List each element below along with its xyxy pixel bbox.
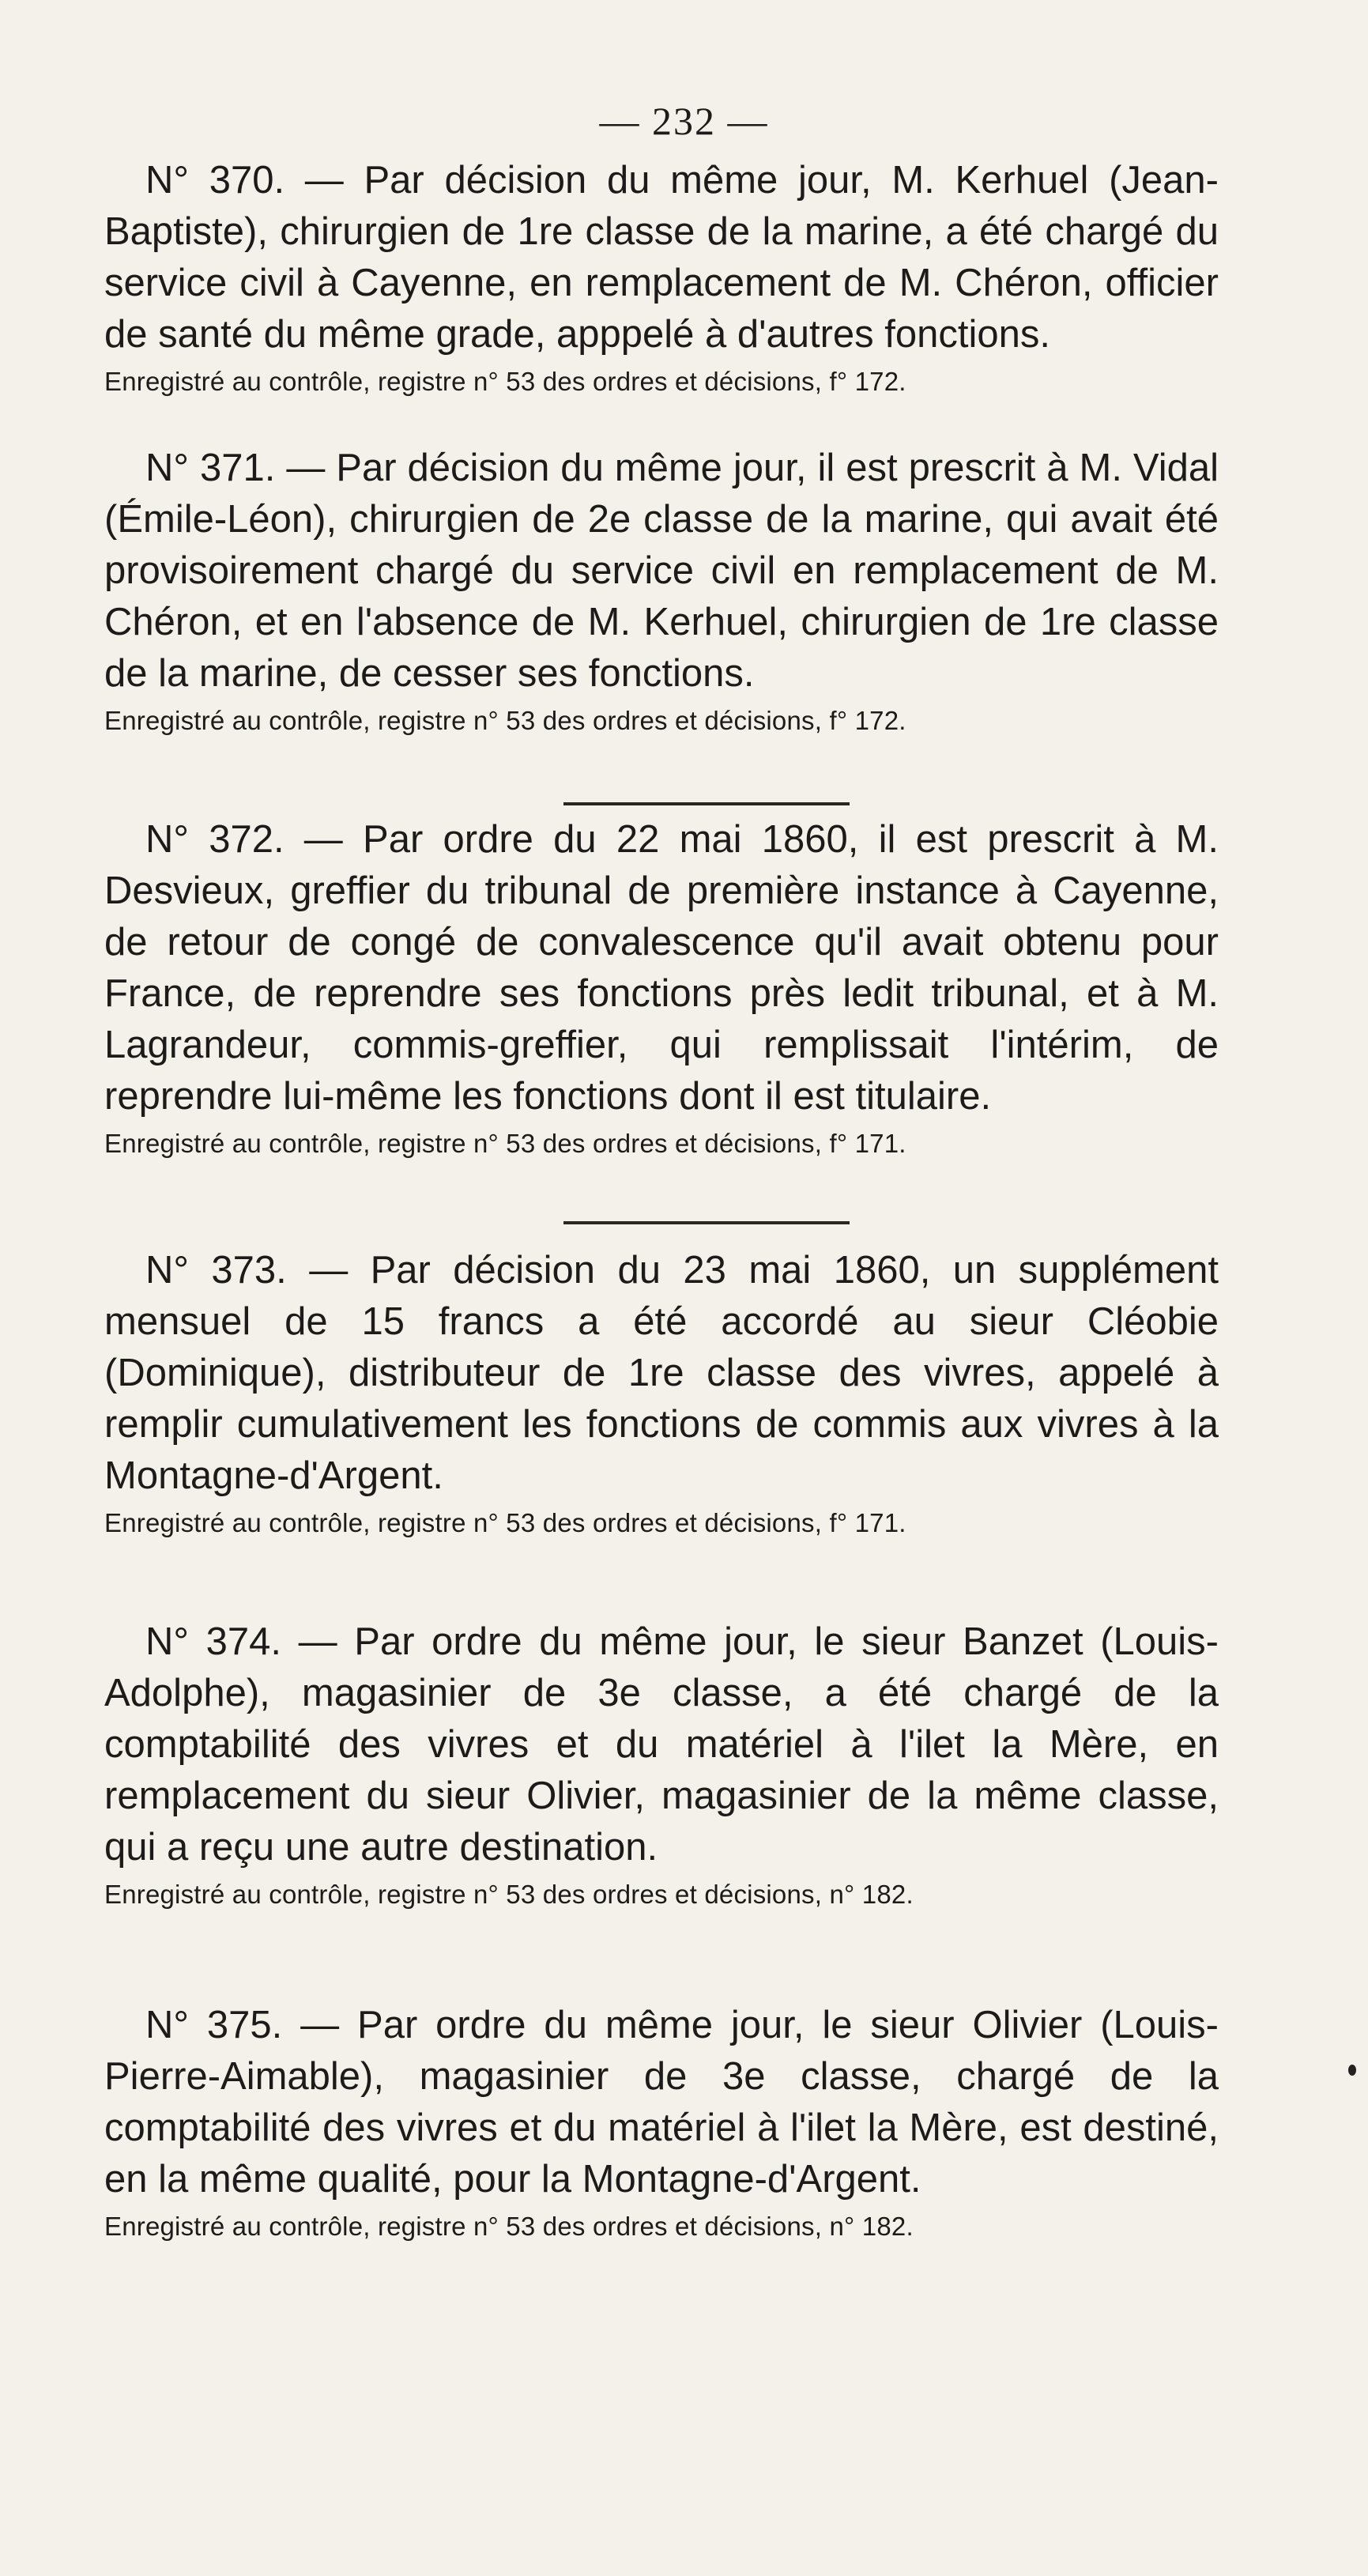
registration-line: Enregistré au contrôle, registre n° 53 des ordres et décisions, n° 182.: [104, 1880, 914, 1909]
registration-line: Enregistré au contrôle, registre n° 53 des ordres et décisions, f° 172.: [104, 706, 906, 735]
entry-372: [104, 814, 1219, 1160]
page-number: — 232 —: [599, 99, 769, 143]
entry-text: N° 375. — Par ordre du même jour, le sieur Olivier (Louis-Pierre-Aimable), magasinier de 3e classe, chargé de la comptabilité des vivres et du matériel à l'ilet la Mère, est destiné, en la même qualité, pour la Montagne-d'Argent.: [104, 2004, 1219, 2201]
section-divider: [563, 1221, 850, 1224]
entry-370: [104, 155, 1219, 398]
section-divider: [563, 802, 850, 805]
entry-373: [104, 1245, 1219, 1540]
entry-text: N° 372. — Par ordre du 22 mai 1860, il est prescrit à M. Desvieux, greffier du tribunal de première instance à Cayenne, de retour de congé de convalescence qu'il avait obtenu pour France, de reprendre ses fonctions près ledit tribunal, et à M. Lagrandeur, commis-greffier, qui remplissait l'intérim, de reprendre lui-même les fonctions dont il est titulaire.: [104, 818, 1219, 1118]
registration-line: Enregistré au contrôle, registre n° 53 des ordres et décisions, f° 172.: [104, 367, 906, 396]
registration-line: Enregistré au contrôle, registre n° 53 des ordres et décisions, f° 171.: [104, 1129, 906, 1158]
entry-text: N° 370. — Par décision du même jour, M. Kerhuel (Jean-Baptiste), chirurgien de 1re classe de la marine, a été chargé du service civil à Cayenne, en remplacement de M. Chéron, officier de santé du même grade, apppelé à d'autres fonctions.: [104, 159, 1219, 356]
entry-text: N° 371. — Par décision du même jour, il est prescrit à M. Vidal (Émile-Léon), chirurgien de 2e classe de la marine, qui avait été provisoirement chargé du service civil en remplacement de M. Chéron, et en l'absence de M. Kerhuel, chirurgien de 1re classe de la marine, de cesser ses fonctions.: [104, 447, 1219, 695]
ink-speck: [1348, 2065, 1356, 2076]
entry-375: [104, 2000, 1219, 2243]
registration-line: Enregistré au contrôle, registre n° 53 des ordres et décisions, f° 171.: [104, 1508, 906, 1537]
entry-371: [104, 443, 1219, 737]
entry-text: N° 373. — Par décision du 23 mai 1860, un supplément mensuel de 15 francs a été accordé au sieur Cléobie (Dominique), distributeur de 1re classe des vivres, appelé à remplir cumulativement les fonctions de commis aux vivres à la Montagne-d'Argent.: [104, 1249, 1219, 1497]
entry-374: [104, 1616, 1219, 1911]
entry-text: N° 374. — Par ordre du même jour, le sieur Banzet (Louis-Adolphe), magasinier de 3e classe, a été chargé de la comptabilité des vivres et du matériel à l'ilet la Mère, en remplacement du sieur Olivier, magasinier de la même classe, qui a reçu une autre destination.: [104, 1620, 1219, 1869]
registration-line: Enregistré au contrôle, registre n° 53 des ordres et décisions, n° 182.: [104, 2212, 914, 2241]
